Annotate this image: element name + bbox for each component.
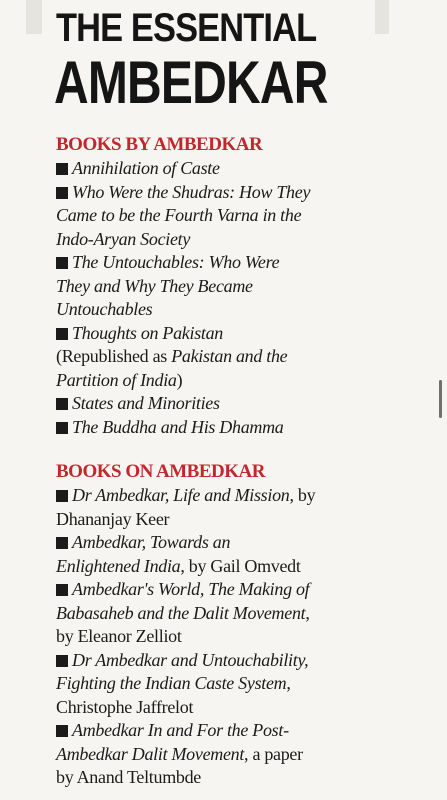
square-bullet-icon <box>56 422 68 434</box>
list-item: Who Were the Shudras: How They Came to be the Fourth Varna in the Indo-Aryan Society <box>56 181 311 249</box>
square-bullet-icon <box>56 725 68 737</box>
square-bullet-icon <box>56 398 68 410</box>
list-item: The Buddha and His Dhamma <box>56 416 436 440</box>
square-bullet-icon <box>56 187 68 199</box>
list-item: Ambedkar In and For the Post- Ambedkar Dalit Movement, a paper by Anand Teltumbde <box>56 720 303 787</box>
square-bullet-icon <box>56 655 68 667</box>
square-bullet-icon <box>56 257 68 269</box>
top-right-edge <box>375 0 389 34</box>
top-left-edge <box>26 0 42 34</box>
list-item: Ambedkar, Towards an Enlightened India, by Gail Omvedt <box>56 532 301 576</box>
list-item: Dr Ambedkar, Life and Mission, by Dhananjay Keer <box>56 485 316 529</box>
title-line-2: AMBEDKAR <box>54 49 328 116</box>
books-on-heading: BOOKS ON AMBEDKAR <box>56 461 265 482</box>
scrollbar-thumb[interactable] <box>439 380 442 418</box>
square-bullet-icon <box>56 163 68 175</box>
square-bullet-icon <box>56 584 68 596</box>
list-item: Annihilation of Caste <box>56 157 436 181</box>
title-line-1: THE ESSENTIAL <box>56 6 317 50</box>
list-item: Ambedkar's World, The Making of Babasaheb and the Dalit Movement, by Eleanor Zelliot <box>56 579 310 646</box>
books-by-heading: BOOKS BY AMBEDKAR <box>56 134 263 155</box>
list-item: Thoughts on Pakistan (Republished as Pakistan and the Partition of India) <box>56 322 288 390</box>
square-bullet-icon <box>56 490 68 502</box>
square-bullet-icon <box>56 537 68 549</box>
books-on-section <box>56 460 436 790</box>
list-item: Dr Ambedkar and Untouchability, Fighting the Indian Caste System, Christophe Jaffrelot <box>56 649 309 717</box>
list-item: States and Minorities <box>56 392 436 416</box>
list-item: The Untouchables: Who Were They and Why They Became Untouchables <box>56 252 280 319</box>
square-bullet-icon <box>56 328 68 340</box>
books-by-section <box>56 133 436 439</box>
